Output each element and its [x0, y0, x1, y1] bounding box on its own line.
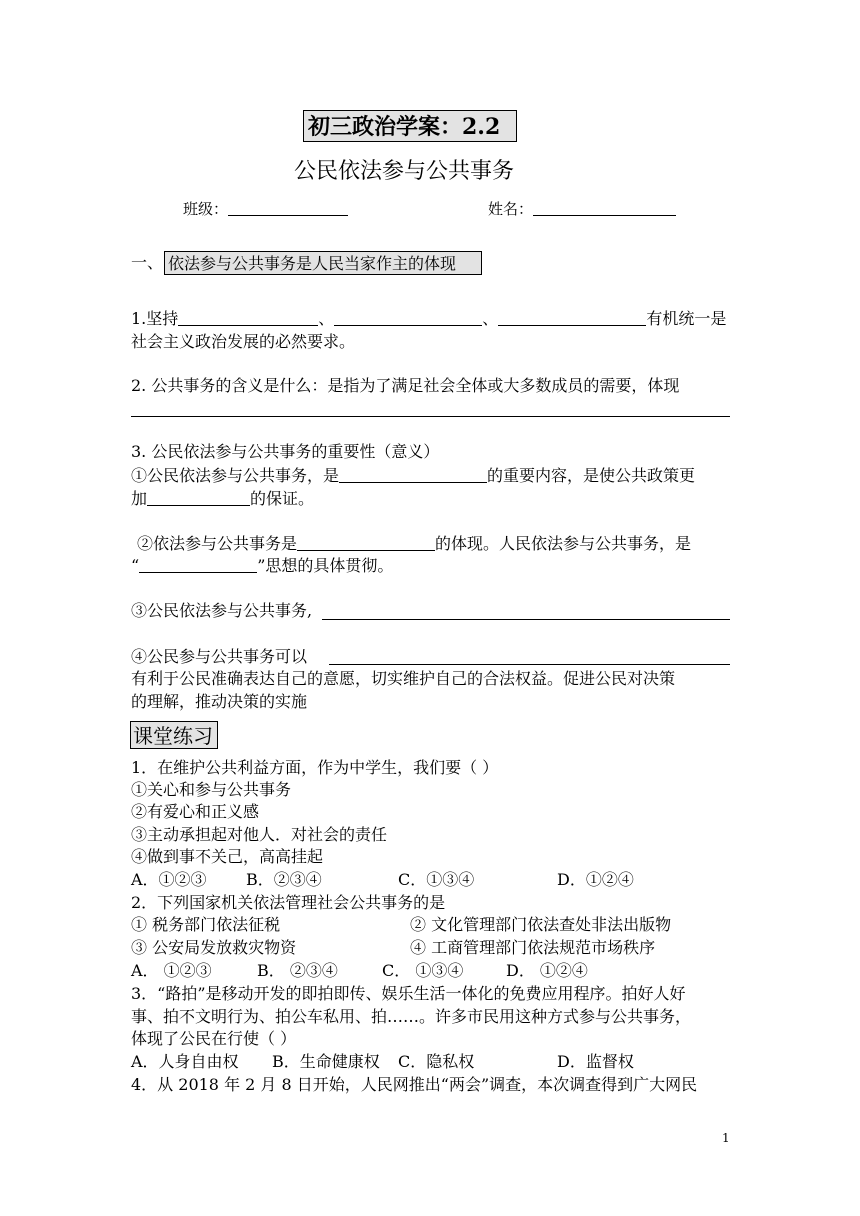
practice-q2-option-c[interactable]: C． ①③④ [382, 961, 464, 980]
practice-q2-option-a[interactable]: A． ①②③ [131, 961, 212, 980]
q3-p4-line3: 的理解，推动决策的实施 [131, 692, 308, 711]
practice-q1-option-b[interactable]: B．②③④ [246, 870, 322, 889]
practice-q1-item-1: ①关心和参与公共事务 [131, 780, 292, 799]
q2-line: 2. 公共事务的含义是什么：是指为了满足社会全体或大多数成员的需要，体现 [131, 376, 680, 395]
q3-p1-blank-2[interactable] [147, 489, 250, 506]
page-title: 初三政治学案：2.2 [303, 110, 517, 142]
practice-q1-option-c[interactable]: C．①③④ [398, 870, 475, 889]
name-field [488, 198, 676, 220]
q3-p1-mid: 的重要内容，是使公共政策更 [487, 466, 696, 485]
q1-line2: 社会主义政治发展的必然要求。 [131, 332, 356, 351]
q3-p1-blank-1[interactable] [339, 466, 487, 483]
practice-q2-item-3: ③ 公安局发放救灾物资 [131, 938, 297, 957]
practice-q1-item-3: ③主动承担起对他人．对社会的责任 [131, 825, 388, 844]
q1-sep1: 、 [318, 309, 335, 328]
q3-p3: ③公民依法参与公共事务, [131, 601, 313, 620]
q3-p1-start: ①公民依法参与公共事务，是 [131, 466, 340, 485]
practice-q2-option-d[interactable]: D． ①②④ [506, 961, 588, 980]
q3-p3-answer-line[interactable] [322, 619, 730, 620]
q3-p4-answer-line[interactable] [329, 664, 730, 665]
section1-title: 依法参与公共事务是人民当家作主的体现 [164, 251, 482, 275]
practice-q3-stem-line-2: 事、拍不文明行为、拍公车私用、拍……。许多市民用这种方式参与公共事务， [131, 1007, 692, 1026]
practice-q2-option-b[interactable]: B． ②③④ [257, 961, 338, 980]
name-label: 姓名： [488, 200, 534, 218]
q1-blank-3[interactable] [498, 309, 646, 326]
class-field [183, 198, 348, 220]
practice-q3-option-b[interactable]: B．生命健康权 [272, 1052, 380, 1071]
q1-line1 [131, 308, 726, 330]
q3-p1-line1 [131, 465, 695, 487]
class-blank[interactable] [228, 199, 348, 216]
page-number: 1 [722, 1131, 730, 1145]
page-subtitle: 公民依法参与公共事务 [294, 159, 515, 184]
q3-p2-start: ②依法参与公共事务是 [137, 534, 298, 553]
practice-q3-option-a[interactable]: A．人身自由权 [131, 1052, 239, 1071]
practice-q3-stem-line-1: 3．“路拍”是移动开发的即拍即传、娱乐生活一体化的免费应用程序。拍好人好 [131, 984, 686, 1003]
practice-heading: 课堂练习 [130, 721, 218, 749]
q1-start: 1.坚持 [131, 309, 179, 328]
q3-p4-line1: ④公民参与公共事务可以 [131, 647, 308, 666]
practice-q2-item-2: ② 文化管理部门依法查处非法出版物 [410, 915, 672, 934]
q1-end: 有机统一是 [646, 309, 727, 328]
q3-p1-line2 [131, 488, 314, 510]
q3-heading: 3. 公民依法参与公共事务的重要性（意义） [131, 442, 440, 461]
practice-q4-stem: 4．从 2018 年 2 月 8 日开始，人民网推出“两会”调查，本次调查得到广大网民 [131, 1075, 698, 1094]
q1-sep2: 、 [482, 309, 499, 328]
q3-p2-line2 [131, 555, 393, 577]
practice-q1-option-a[interactable]: A．①②③ [131, 870, 207, 889]
q1-blank-1[interactable] [178, 309, 318, 326]
q3-p2-blank-1[interactable] [297, 534, 435, 551]
q3-p2-quote-open: “ [131, 556, 140, 575]
practice-q1-stem: 1．在维护公共利益方面，作为中学生，我们要（ ） [131, 758, 499, 777]
q3-p1-line2-end: 的保证。 [250, 489, 315, 508]
practice-q2-stem: 2．下列国家机关依法管理社会公共事务的是 [131, 893, 446, 912]
q3-p2-mid: 的体现。人民依法参与公共事务，是 [435, 534, 692, 553]
q3-p4-line2: 有利于公民准确表达自己的意愿，切实维护自己的合法权益。促进公民对决策 [131, 669, 676, 688]
name-blank[interactable] [533, 199, 676, 216]
q3-p2-quote-close: ”思想的具体贯彻。 [257, 556, 394, 575]
practice-q3-option-c[interactable]: C．隐私权 [398, 1052, 475, 1071]
practice-q1-option-d[interactable]: D．①②④ [557, 870, 634, 889]
practice-q3-stem-line-3: 体现了公民在行使（ ） [131, 1029, 297, 1048]
practice-q2-item-4: ④ 工商管理部门依法规范市场秩序 [410, 938, 656, 957]
q3-p2-blank-2[interactable] [139, 556, 257, 573]
section1-number: 一、 [131, 253, 164, 272]
practice-q3-option-d[interactable]: D．监督权 [557, 1052, 634, 1071]
class-label: 班级： [183, 200, 229, 218]
section1-heading [131, 252, 163, 274]
q1-blank-2[interactable] [334, 309, 482, 326]
practice-q1-item-4: ④做到事不关己，高高挂起 [131, 847, 324, 866]
practice-q2-item-1: ① 税务部门依法征税 [131, 915, 281, 934]
q2-answer-line[interactable] [131, 416, 730, 417]
q3-p2-line1 [137, 533, 691, 555]
q3-p1-line2-start: 加 [131, 489, 148, 508]
practice-q1-item-2: ②有爱心和正义感 [131, 802, 260, 821]
